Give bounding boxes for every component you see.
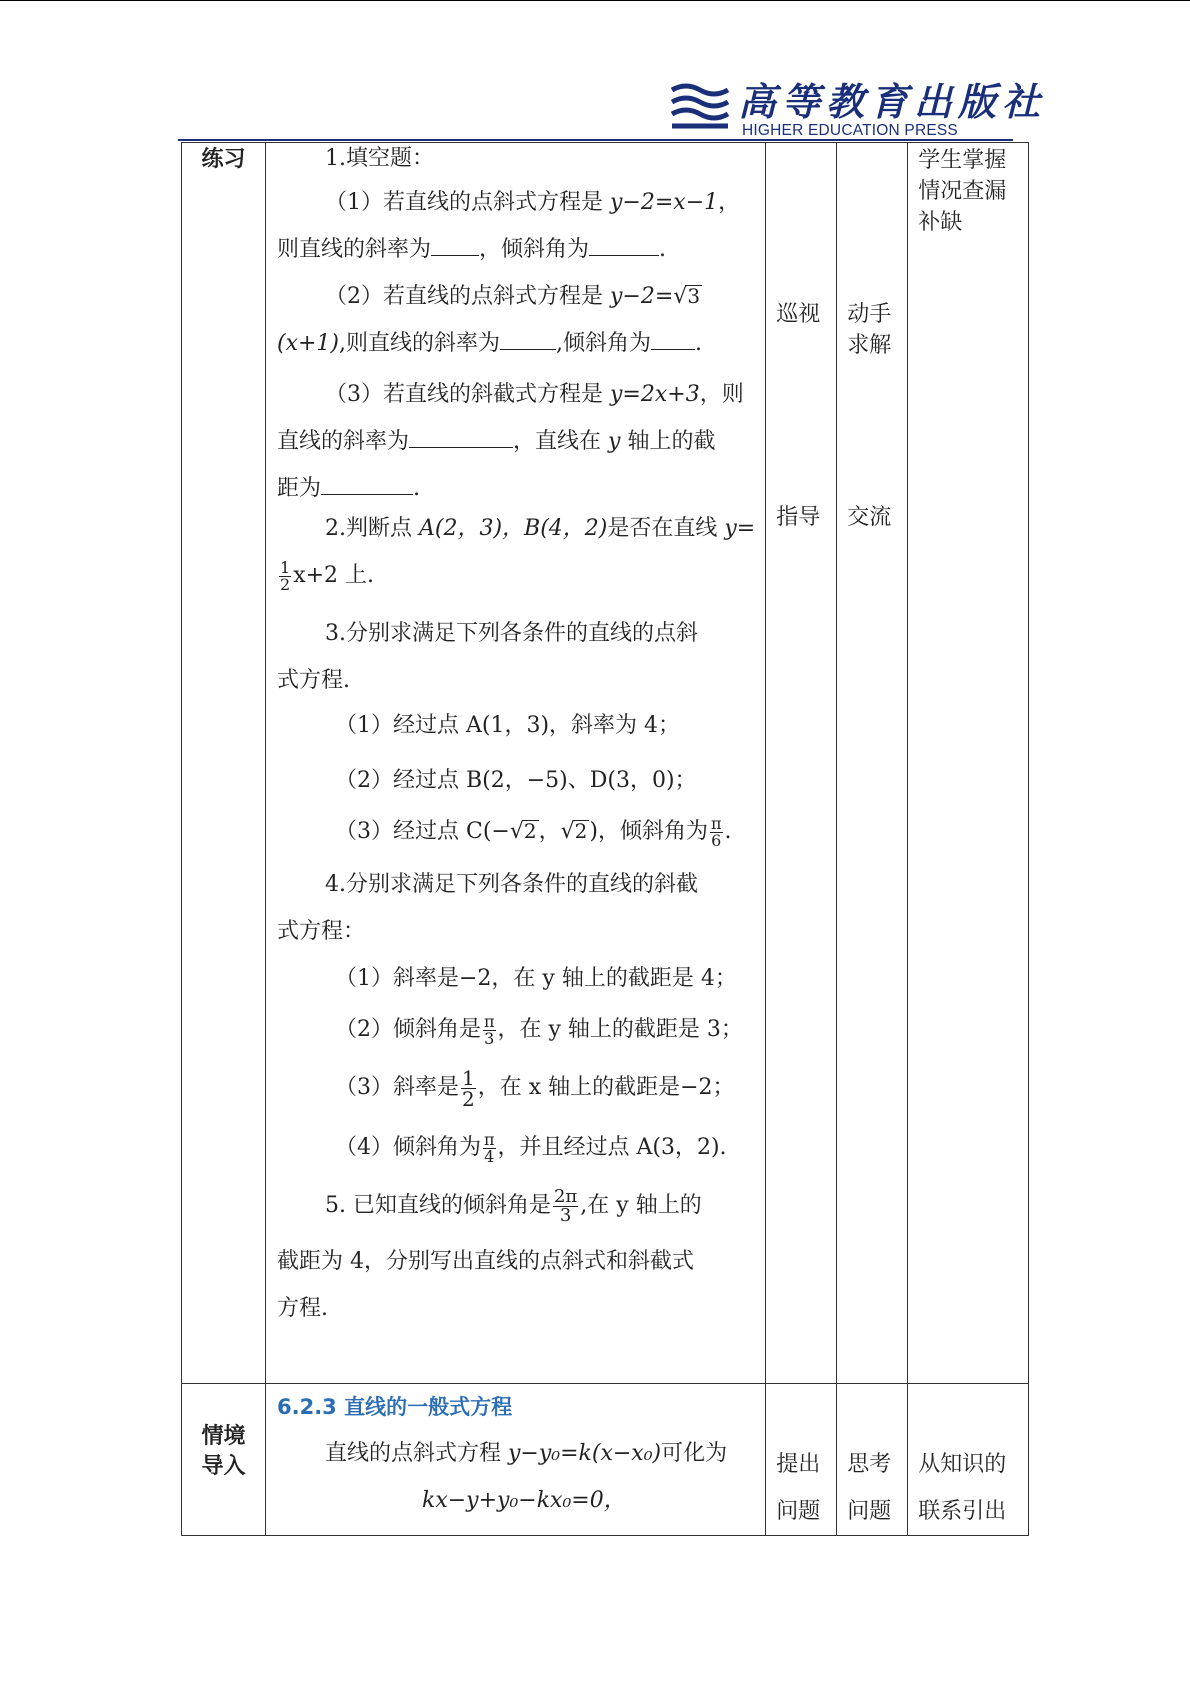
q1-1-line1: （1）若直线的点斜式方程是 y−2=x−1， [325,190,741,215]
publisher-name-cn: 高等教育出版社 [738,79,1047,124]
header-line [178,139,1013,141]
intro-intent-a: 从知识的 [918,1452,1007,1477]
q2-line2: $\frac{1}{2}$ x+2 上. [280,557,375,594]
q3-1: （1）经过点 A(1，3)，斜率为 4； [335,713,681,738]
q1-3-line1: （3）若直线的斜截式方程是 y=2x+3，则 [325,382,744,407]
publisher-logo [668,79,1047,139]
intro-line1: 直线的点斜式方程 y−y₀=k(x−x₀)可化为 [325,1441,728,1466]
intro-label-2: 导入 [201,1454,246,1479]
q1-1-line2: 则直线的斜率为 ，倾斜角为 . [277,226,755,273]
section-title: 6.2.3 直线的一般式方程 [277,1395,513,1419]
intro-student-b: 问题 [847,1499,892,1524]
design-intent-cell [908,143,1029,1384]
intro-label-1: 情境 [201,1424,246,1449]
intro-content-cell [266,1384,766,1536]
answer-blank[interactable] [321,472,413,495]
intro-row [182,1384,1029,1536]
intro-student-cell [837,1384,908,1536]
lesson-table [181,142,1029,1536]
intro-teacher-cell [766,1384,837,1536]
waves-icon [668,82,732,134]
q4-3: （3）斜率是 $\frac{1}{2}$ ，在 x 轴上的截距是−2； [335,1065,735,1111]
q5-line1: 5. 已知直线的倾斜角是 $\frac{2\pi}{3}$ ,在 y 轴上的 [325,1185,702,1226]
intro-intent-cell [908,1384,1029,1536]
intro-intent-b: 联系引出 [918,1499,1007,1524]
answer-blank[interactable] [651,327,695,350]
q1-3-line3: 距为 . [277,465,755,512]
design-intent-1: 学生掌握 [918,148,1007,173]
q2-line1: 2.判断点 A(2，3)，B(4，2)是否在直线 y= [325,516,756,541]
intro-line2: kx−y+y₀−kx₀=0， [422,1488,626,1513]
student-activity-2: 交流 [847,505,892,530]
q3-title2: 式方程. [277,668,350,693]
q5-line3: 方程. [277,1296,328,1321]
q1-title: 1.填空题： [325,146,434,171]
q4-1: （1）斜率是−2，在 y 轴上的截距是 4； [335,966,737,991]
intro-content [266,1384,765,1524]
answer-blank[interactable] [500,327,556,350]
design-intent-3: 补缺 [918,210,963,235]
practice-content-cell [266,143,766,1384]
q3-3: （3）经过点 C(−√2，√2)，倾斜角为 $\frac{\pi}{6}$ . [335,813,732,850]
q4-title2: 式方程： [277,919,366,944]
student-activity-1a: 动手 [847,302,892,327]
teacher-activity-2: 指导 [776,505,821,530]
intro-student-a: 思考 [847,1452,892,1477]
student-activity-cell [837,143,908,1384]
practice-content [266,143,765,1329]
answer-blank[interactable] [431,233,479,256]
practice-row [182,143,1029,1384]
top-rule [0,0,1190,1]
design-intent-2: 情况查漏 [918,179,1007,204]
intro-teacher-a: 提出 [776,1452,821,1477]
q1-3-line2: 直线的斜率为 ，直线在 y 轴上的截 [277,418,755,465]
q1-2-line1: （2）若直线的点斜式方程是 y−2=√3 [325,284,701,309]
q4-2: （2）倾斜角是 $\frac{\pi}{3}$ ，在 y 轴上的截距是 3； [335,1011,743,1048]
intro-label-cell [182,1384,266,1536]
q4-title: 4.分别求满足下列各条件的直线的斜截 [325,872,698,897]
answer-blank[interactable] [409,425,513,448]
q4-4: （4）倾斜角为 $\frac{\pi}{4}$ ，并且经过点 A(3，2). [335,1129,727,1166]
practice-label: 练习 [201,147,246,172]
q3-title: 3.分别求满足下列各条件的直线的点斜 [325,621,698,646]
publisher-name-en: HIGHER EDUCATION PRESS [742,122,958,139]
q3-2: （2）经过点 B(2，−5)、D(3，0)； [335,768,697,793]
student-activity-1b: 求解 [847,333,892,358]
practice-label-cell [182,143,266,1384]
intro-teacher-b: 问题 [776,1499,821,1524]
answer-blank[interactable] [589,233,659,256]
q1-2-line2: (x+1),则直线的斜率为 ,倾斜角为 . [277,320,755,367]
teacher-activity-cell [766,143,837,1384]
teacher-activity-1: 巡视 [776,302,821,327]
q5-line2: 截距为 4，分别写出直线的点斜式和斜截式 [277,1249,694,1274]
